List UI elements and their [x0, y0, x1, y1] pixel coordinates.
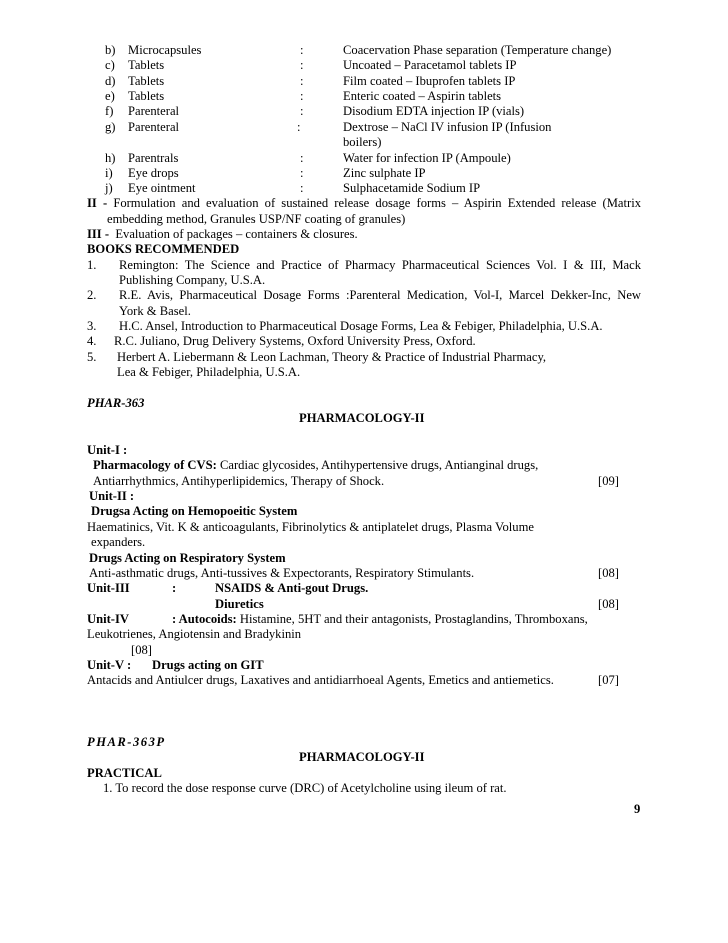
unit-label: Unit-II : — [89, 489, 135, 503]
list-item-form: Tablets — [128, 58, 165, 72]
list-item-letter: e) — [105, 89, 115, 103]
book-line: Herbert A. Liebermann & Leon Lachman, Theory & Practice of Industrial Pharmacy, — [117, 350, 547, 364]
list-item-example: Enteric coated – Aspirin tablets — [343, 89, 502, 103]
unit-heading: Drugs Acting on Respiratory System — [89, 551, 286, 565]
list-item-form: Parentrals — [128, 151, 179, 165]
list-item-separator: : — [300, 181, 304, 195]
unit-line — [172, 612, 588, 628]
unit-hours: [08] — [131, 643, 152, 657]
list-item-example: Film coated – Ibuprofen tablets IP — [343, 74, 516, 88]
books-heading: BOOKS RECOMMENDED — [87, 242, 240, 256]
book-line: R.C. Juliano, Drug Delivery Systems, Oxford University Press, Oxford. — [114, 334, 476, 348]
list-item-separator: : — [300, 43, 304, 57]
book-number: 5. — [87, 350, 97, 364]
book-line: H.C. Ansel, Introduction to Pharmaceutical Dosage Forms, Lea & Febiger, Philadelphia, U.S.A. — [119, 319, 603, 333]
section-iii-label: III - — [87, 227, 110, 241]
course-code: PHAR-363P — [87, 735, 166, 749]
list-item-separator: : — [300, 104, 304, 118]
book-line-continued: Lea & Febiger, Philadelphia, U.S.A. — [117, 365, 301, 379]
list-item-example: Water for infection IP (Ampoule) — [343, 151, 511, 165]
list-item-letter: g) — [105, 120, 116, 134]
section-ii-label: II - — [87, 196, 108, 210]
section-iii-text: Evaluation of packages – containers & closures. — [115, 227, 358, 241]
list-item-form: Microcapsules — [128, 43, 202, 57]
list-item-form: Tablets — [128, 89, 165, 103]
list-item-letter: i) — [105, 166, 113, 180]
book-line: Remington: The Science and Practice of Pharmacy Pharmaceutical Sciences Vol. I & III, Mack — [119, 258, 641, 272]
course-title: PHARMACOLOGY-II — [299, 411, 425, 425]
unit-line — [93, 458, 538, 474]
page-number: 9 — [634, 802, 641, 816]
list-item-letter: f) — [105, 104, 114, 118]
list-item-form: Parenteral — [128, 104, 180, 118]
unit-label: Unit-I : — [87, 443, 128, 457]
book-number: 2. — [87, 288, 97, 302]
unit-topic-text: Cardiac glycosides, Antihypertensive drugs, Antianginal drugs, — [216, 458, 539, 472]
section-ii-line1 — [87, 196, 641, 212]
list-item-separator: : — [300, 151, 304, 165]
unit-hours: [07] — [598, 673, 619, 687]
unit-heading: Drugsa Acting on Hemopoeitic System — [91, 504, 298, 518]
list-item-separator: : — [300, 89, 304, 103]
unit-label: Unit-III — [87, 581, 130, 595]
unit-hours: [08] — [598, 566, 619, 580]
book-number: 4. — [87, 334, 97, 348]
unit-line: Anti-asthmatic drugs, Anti-tussives & Expectorants, Respiratory Stimulants. — [89, 566, 475, 580]
unit-label: Unit-V : — [87, 658, 132, 672]
unit-line: Antiarrhythmics, Antihyperlipidemics, Therapy of Shock. — [93, 474, 385, 488]
book-number: 1. — [87, 258, 97, 272]
unit-hours: [08] — [598, 597, 619, 611]
list-item-example: Coacervation Phase separation (Temperature change) — [343, 43, 612, 57]
unit-line: Haematinics, Vit. K & anticoagulants, Fibrinolytics & antiplatelet drugs, Plasma Volume — [87, 520, 534, 534]
unit-label: Unit-IV — [87, 612, 129, 626]
book-line: R.E. Avis, Pharmaceutical Dosage Forms :Parenteral Medication, Vol-I, Marcel Dekker-Inc, New — [119, 288, 641, 302]
unit-separator: : — [172, 581, 177, 595]
list-item-separator: : — [300, 74, 304, 88]
list-item-letter: d) — [105, 74, 116, 88]
unit-line: expanders. — [91, 535, 146, 549]
unit-line: Antacids and Antiulcer drugs, Laxatives and antidiarrhoeal Agents, Emetics and antiemetics. — [87, 673, 554, 687]
list-item-example: Zinc sulphate IP — [343, 166, 426, 180]
list-item-form: Eye ointment — [128, 181, 196, 195]
list-item-separator: : — [297, 120, 301, 134]
unit-topic: Pharmacology of CVS: — [93, 458, 217, 472]
unit-hours: [09] — [598, 474, 619, 488]
book-line-continued: York & Basel. — [119, 304, 191, 318]
book-line-continued: Publishing Company, U.S.A. — [119, 273, 266, 287]
list-item-example: Disodium EDTA injection IP (vials) — [343, 104, 525, 118]
unit-heading: Diuretics — [215, 597, 264, 611]
unit-topic: : Autocoids: — [172, 612, 237, 626]
list-item-form: Eye drops — [128, 166, 179, 180]
list-item-letter: b) — [105, 43, 116, 57]
book-number: 3. — [87, 319, 97, 333]
course-code: PHAR-363 — [87, 396, 145, 410]
list-item-letter: h) — [105, 151, 116, 165]
section-ii-text: Formulation and evaluation of sustained release dosage forms – Aspirin Extended release (Matrix — [113, 196, 642, 210]
list-item-form: Tablets — [128, 74, 165, 88]
course-title: PHARMACOLOGY-II — [299, 750, 425, 764]
unit-heading: NSAIDS & Anti-gout Drugs. — [215, 581, 369, 595]
section-ii-line2: embedding method, Granules USP/NF coating of granules) — [107, 212, 406, 226]
unit-heading: Drugs acting on GIT — [152, 658, 264, 672]
list-item-letter: c) — [105, 58, 115, 72]
unit-topic-text: Histamine, 5HT and their antagonists, Prostaglandins, Thromboxans, — [236, 612, 588, 626]
list-item-separator: : — [300, 166, 304, 180]
unit-line: Leukotrienes, Angiotensin and Bradykinin — [87, 627, 302, 641]
list-item-separator: : — [300, 58, 304, 72]
practical-item: 1. To record the dose response curve (DRC) of Acetylcholine using ileum of rat. — [103, 781, 507, 795]
list-item-example: Sulphacetamide Sodium IP — [343, 181, 481, 195]
list-item-example-continued: boilers) — [343, 135, 382, 149]
list-item-form: Parenteral — [128, 120, 180, 134]
section-iii — [87, 227, 358, 243]
list-item-letter: j) — [105, 181, 113, 195]
practical-heading: PRACTICAL — [87, 766, 162, 780]
list-item-example: Dextrose – NaCl IV infusion IP (Infusion — [343, 120, 552, 134]
list-item-example: Uncoated – Paracetamol tablets IP — [343, 58, 517, 72]
